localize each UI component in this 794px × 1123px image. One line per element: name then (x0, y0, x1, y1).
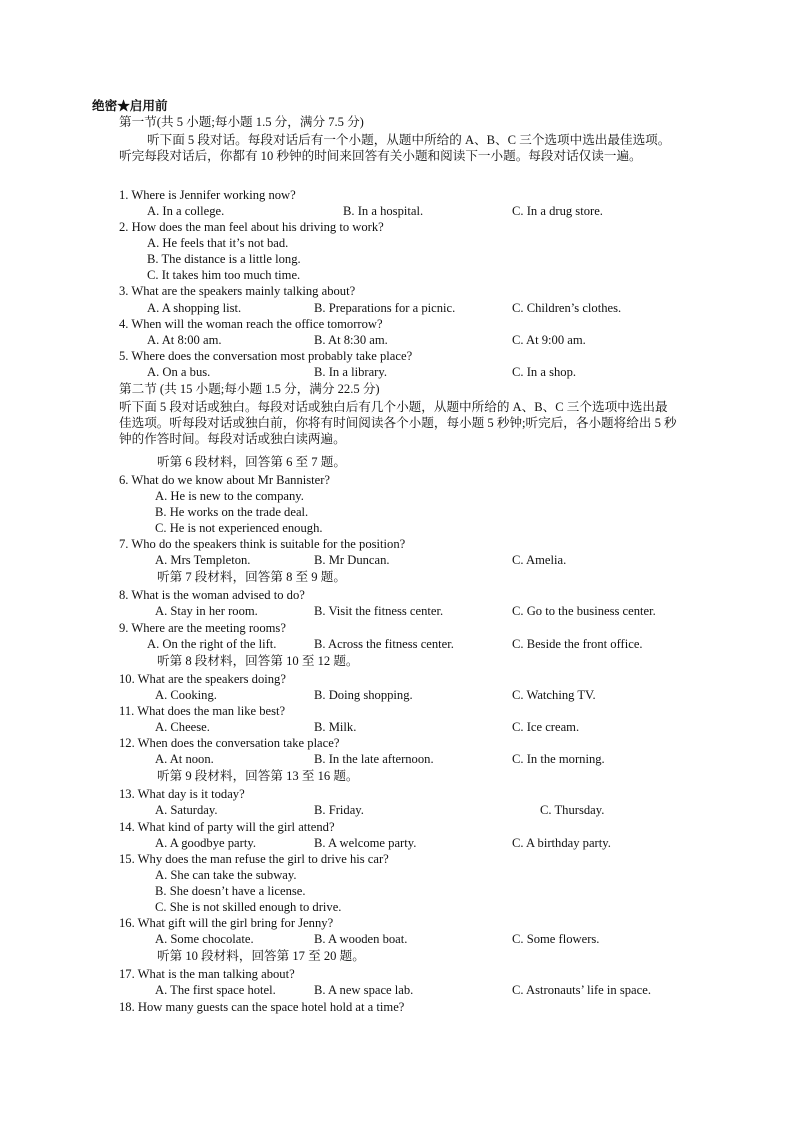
question-11: 11. What does the man like best? (119, 704, 286, 718)
q15-option-b: B. She doesn’t have a license. (155, 884, 306, 898)
q14-option-c: C. A birthday party. (512, 836, 611, 850)
q15-option-a: A. She can take the subway. (155, 868, 297, 882)
q9-option-c: C. Beside the front office. (512, 637, 643, 651)
q16-option-c: C. Some flowers. (512, 932, 600, 946)
question-8: 8. What is the woman advised to do? (119, 588, 305, 602)
q9-option-a: A. On the right of the lift. (147, 637, 277, 651)
material-6-note: 听第 6 段材料，回答第 6 至 7 题。 (157, 455, 346, 469)
material-8-note: 听第 8 段材料，回答第 10 至 12 题。 (157, 654, 359, 668)
q10-option-b: B. Doing shopping. (314, 688, 413, 702)
q11-option-b: B. Milk. (314, 720, 357, 734)
question-7: 7. Who do the speakers think is suitable for the position? (119, 537, 406, 551)
q4-option-b: B. At 8:30 am. (314, 333, 388, 347)
q11-option-c: C. Ice cream. (512, 720, 580, 734)
section1-title: 第一节(共 5 小题;每小题 1.5 分，满分 7.5 分) (119, 115, 364, 129)
q6-option-b: B. He works on the trade deal. (155, 505, 309, 519)
q16-option-b: B. A wooden boat. (314, 932, 408, 946)
q14-option-b: B. A welcome party. (314, 836, 417, 850)
q17-option-c: C. Astronauts’ life in space. (512, 983, 651, 997)
question-9: 9. Where are the meeting rooms? (119, 621, 286, 635)
question-2: 2. How does the man feel about his driving to work? (119, 220, 384, 234)
q12-option-c: C. In the morning. (512, 752, 605, 766)
question-4: 4. When will the woman reach the office tomorrow? (119, 317, 383, 331)
q10-option-a: A. Cooking. (155, 688, 217, 702)
material-7-note: 听第 7 段材料，回答第 8 至 9 题。 (157, 570, 346, 584)
question-6: 6. What do we know about Mr Bannister? (119, 473, 331, 487)
q10-option-c: C. Watching TV. (512, 688, 596, 702)
question-15: 15. Why does the man refuse the girl to drive his car? (119, 852, 389, 866)
q11-option-a: A. Cheese. (155, 720, 210, 734)
question-16: 16. What gift will the girl bring for Jenny? (119, 916, 334, 930)
q4-option-a: A. At 8:00 am. (147, 333, 222, 347)
question-3: 3. What are the speakers mainly talking about? (119, 284, 356, 298)
question-10: 10. What are the speakers doing? (119, 672, 286, 686)
q13-option-b: B. Friday. (314, 803, 364, 817)
q13-option-a: A. Saturday. (155, 803, 218, 817)
q8-option-b: B. Visit the fitness center. (314, 604, 444, 618)
question-13: 13. What day is it today? (119, 787, 245, 801)
section1-instruction: 听下面 5 段对话。每段对话后有一个小题，从题中所给的 A、B、C 三个选项中选出最佳选项。听完每段对话后，你都有 10 秒钟的时间来回答有关小题和阅读下一小题。每段对话仅读一遍。 (119, 133, 671, 164)
q15-option-c: C. She is not skilled enough to drive. (155, 900, 342, 914)
q7-option-b: B. Mr Duncan. (314, 553, 390, 567)
q16-option-a: A. Some chocolate. (155, 932, 254, 946)
q7-option-a: A. Mrs Templeton. (155, 553, 251, 567)
q2-option-a: A. He feels that it’s not bad. (147, 236, 289, 250)
question-17: 17. What is the man talking about? (119, 967, 295, 981)
q4-option-c: C. At 9:00 am. (512, 333, 586, 347)
question-12: 12. When does the conversation take place? (119, 736, 340, 750)
q6-option-a: A. He is new to the company. (155, 489, 304, 503)
q2-option-b: B. The distance is a little long. (147, 252, 301, 266)
question-5: 5. Where does the conversation most probably take place? (119, 349, 413, 363)
q1-option-b: B. In a hospital. (343, 204, 424, 218)
material-9-note: 听第 9 段材料，回答第 13 至 16 题。 (157, 769, 359, 783)
section2-title: 第二节 (共 15 小题;每小题 1.5 分，满分 22.5 分) (119, 382, 380, 396)
q9-option-b: B. Across the fitness center. (314, 637, 454, 651)
q12-option-a: A. At noon. (155, 752, 214, 766)
q12-option-b: B. In the late afternoon. (314, 752, 434, 766)
q8-option-a: A. Stay in her room. (155, 604, 258, 618)
confidential-label: 绝密★启用前 (92, 99, 168, 113)
q5-option-c: C. In a shop. (512, 365, 577, 379)
question-14: 14. What kind of party will the girl attend? (119, 820, 335, 834)
question-18: 18. How many guests can the space hotel hold at a time? (119, 1000, 405, 1014)
q1-option-a: A. In a college. (147, 204, 225, 218)
material-10-note: 听第 10 段材料，回答第 17 至 20 题。 (157, 949, 365, 963)
q3-option-c: C. Children’s clothes. (512, 301, 622, 315)
q2-option-c: C. It takes him too much time. (147, 268, 301, 282)
q8-option-c: C. Go to the business center. (512, 604, 656, 618)
q17-option-b: B. A new space lab. (314, 983, 414, 997)
q6-option-c: C. He is not experienced enough. (155, 521, 323, 535)
q13-option-c: C. Thursday. (540, 803, 605, 817)
q14-option-a: A. A goodbye party. (155, 836, 256, 850)
q1-option-c: C. In a drug store. (512, 204, 603, 218)
q7-option-c: C. Amelia. (512, 553, 567, 567)
q17-option-a: A. The first space hotel. (155, 983, 276, 997)
section2-instruction: 听下面 5 段对话或独白。每段对话或独白后有几个小题，从题中所给的 A、B、C 三个选项中选出最佳选项。听每段对话或独白前，你将有时间阅读各个小题，每小题 5 秒钟;听完后，各小题将给出 5 秒钟的作答时间。每段对话或独白读两遍。 (119, 400, 677, 447)
q3-option-b: B. Preparations for a picnic. (314, 301, 456, 315)
q5-option-a: A. On a bus. (147, 365, 211, 379)
q3-option-a: A. A shopping list. (147, 301, 242, 315)
q5-option-b: B. In a library. (314, 365, 387, 379)
question-1: 1. Where is Jennifer working now? (119, 188, 296, 202)
